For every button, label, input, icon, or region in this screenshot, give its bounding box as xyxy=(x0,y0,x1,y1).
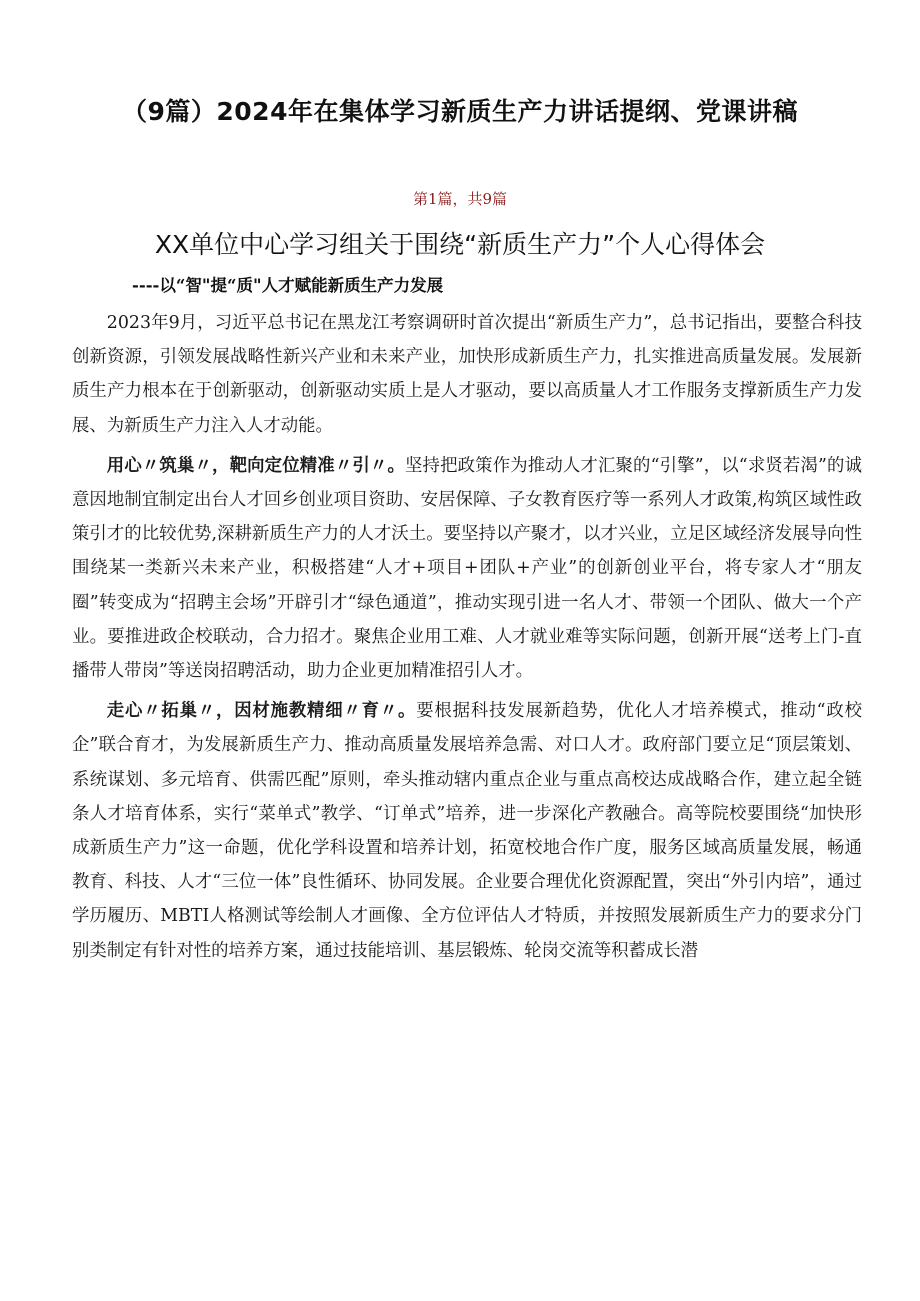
article-title: XX单位中心学习组关于围绕“新质生产力”个人心得体会 xyxy=(154,230,766,259)
paragraph-3-lead: 走心〃拓巢〃，因材施教精细〃育〃。 xyxy=(106,701,417,722)
paragraph-2-lead: 用心〃筑巢〃，靶向定位精准〃引〃。 xyxy=(106,455,405,476)
paragraph-2 xyxy=(72,449,862,688)
paragraph-3 xyxy=(72,694,862,968)
article-body xyxy=(72,306,862,968)
section-label: 第1篇，共9篇 xyxy=(412,190,508,208)
paragraph-1 xyxy=(72,306,862,443)
paragraph-1-text: 2023年9月，习近平总书记在黑龙江考察调研时首次提出“新质生产力”，总书记指出，要整合科技创新资源，引领发展战略性新兴产业和未来产业，加快形成新质生产力，扎实推进高质量发展。发展新质生产力根本在于创新驱动，创新驱动实质上是人才驱动，要以高质量人才工作服务支撑新质生产力发展、为新质生产力注入人才动能。 xyxy=(72,313,862,436)
paragraph-2-text: 坚持把政策作为推动人才汇聚的“引擎”，以“求贤若渴”的诚意因地制宜制定出台人才回乡创业项目资助、安居保障、子女教育医疗等一系列人才政策,构筑区域性政策引才的比较优势,深耕新质生产力的人才沃土。要坚持以产聚才，以才兴业，立足区域经济发展导向性围绕某一类新兴未来产业，积极搭建“人才+项目+团队+产业”的创新创业平台，将专家人才“朋友圈”转变成为“招聘主会场”开辟引才“绿色通道”，推动实现引进一名人才、带领一个团队、做大一个产业。要推进政企校联动，合力招才。聚焦企业用工难、人才就业难等实际问题，创新开展“送考上门-直播带人带岗”等送岗招聘活动，助力企业更加精准招引人才。 xyxy=(72,455,862,682)
article-subtitle: ----以“智"提“质"人才赋能新质生产力发展 xyxy=(132,276,444,295)
paragraph-3-text: 要根据科技发展新趋势，优化人才培养模式，推动“政校企”联合育才，为发展新质生产力、推动高质量发展培养急需、对口人才。政府部门要立足“顶层策划、系统谋划、多元培育、供需匹配”原则，牵头推动辖内重点企业与重点高校达成战略合作，建立起全链条人才培育体系，实行“菜单式”教学、“订单式”培养，进一步深化产教融合。高等院校要围绕“加快形成新质生产力”这一命题，优化学科设置和培养计划，拓宽校地合作广度，服务区域高质量发展，畅通教育、科技、人才“三位一体”良性循环、协同发展。企业要合理优化资源配置，突出“外引内培”，通过学历履历、MBTI人格测试等绘制人才画像、全方位评估人才特质，并按照发展新质生产力的要求分门别类制定有针对性的培养方案，通过技能培训、基层锻炼、轮岗交流等积蓄成长潜 xyxy=(72,701,862,961)
main-title: （9篇）2024年在集体学习新质生产力讲话提纲、党课讲稿 xyxy=(122,97,798,126)
